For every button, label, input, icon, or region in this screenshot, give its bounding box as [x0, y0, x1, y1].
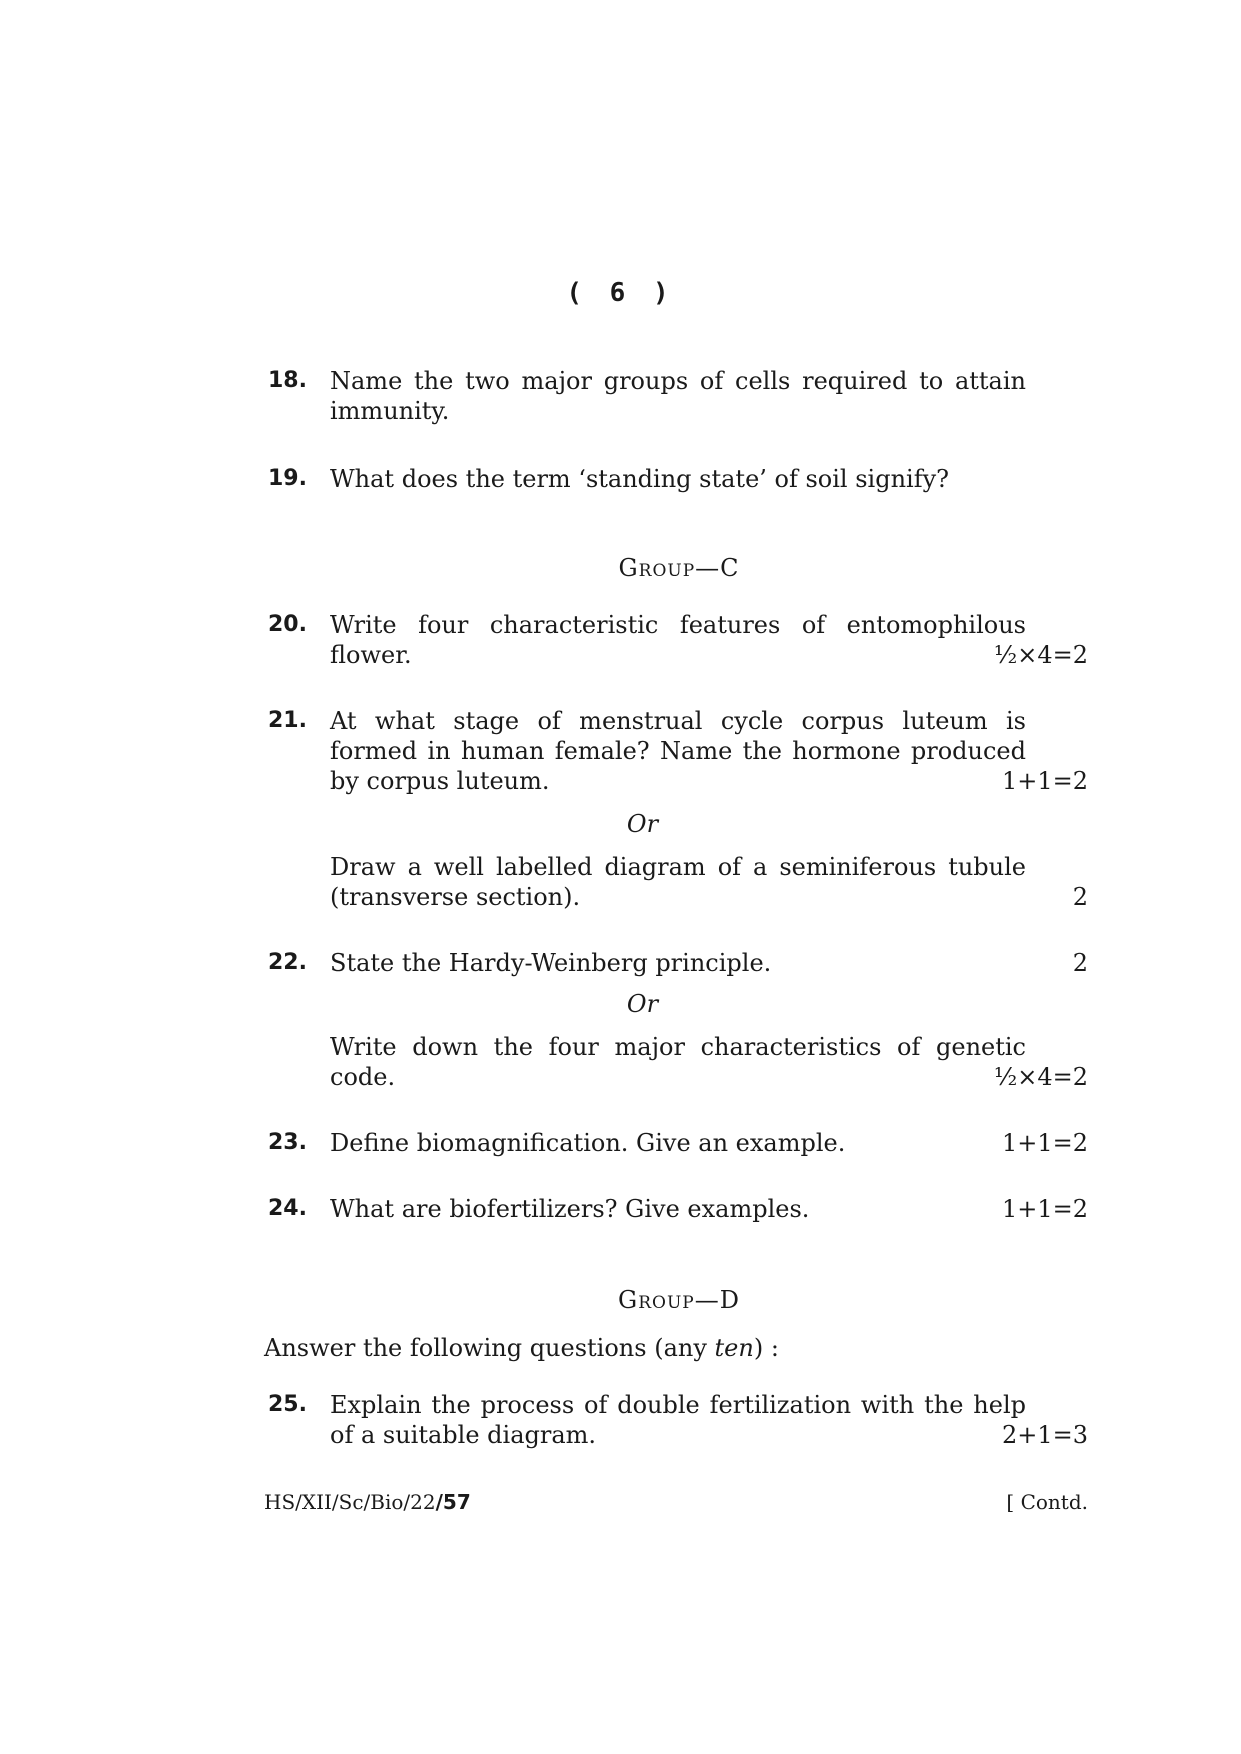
question-marks: 2+1=3 — [1001, 1421, 1088, 1449]
question-number: 21. — [268, 708, 307, 733]
question-number: 23. — [268, 1130, 307, 1155]
question-text: Define biomagnification. Give an example. — [330, 1129, 846, 1157]
question-number: 19. — [268, 466, 307, 491]
question-marks: 1+1=2 — [1001, 1129, 1088, 1157]
question-marks: 2 — [1072, 883, 1088, 911]
continued-label: [ Contd. — [1006, 1490, 1088, 1514]
question-text: What are biofertilizers? Give examples. — [330, 1195, 810, 1223]
question-marks: 2 — [1072, 949, 1088, 977]
paper-code-text: HS/XII/Sc/Bio/22 — [264, 1490, 436, 1514]
question-text: Write down the four major characteristics of genetic code. — [330, 1033, 1026, 1091]
instruction-text-before: Answer the following questions (any — [264, 1334, 715, 1362]
question-text: What does the term ‘standing state’ of soil signify? — [330, 465, 950, 493]
question-number: 24. — [268, 1196, 307, 1221]
group-prefix: Group — [618, 1286, 695, 1314]
question-marks: 1+1=2 — [1001, 1195, 1088, 1223]
question-marks: ½×4=2 — [993, 1063, 1088, 1091]
question-marks: ½×4=2 — [993, 641, 1088, 669]
question-text: Draw a well labelled diagram of a seminiferous tubule (transverse section). — [330, 853, 1026, 911]
paper-code — [264, 1490, 471, 1514]
instruction — [264, 1334, 779, 1362]
question-text: Name the two major groups of cells required to attain immunity. — [330, 367, 1026, 425]
group-letter: —D — [694, 1286, 740, 1314]
question-number: 25. — [268, 1392, 307, 1417]
group-c-heading — [0, 554, 1241, 582]
page-number: ( 6 ) — [566, 278, 675, 308]
instruction-text-after: ) : — [753, 1334, 779, 1362]
question-number: 18. — [268, 368, 307, 393]
paper-code-number: /57 — [435, 1490, 471, 1514]
question-text: State the Hardy-Weinberg principle. — [330, 949, 772, 977]
instruction-emphasis: ten — [714, 1334, 754, 1362]
group-letter: —C — [695, 554, 740, 582]
question-text: At what stage of menstrual cycle corpus luteum is formed in human female? Name the hormone produced by corpus luteum. — [330, 707, 1026, 795]
group-d-heading — [0, 1286, 1241, 1314]
question-marks: 1+1=2 — [1001, 767, 1088, 795]
question-text: Write four characteristic features of entomophilous flower. — [330, 611, 1026, 669]
or-separator: Or — [626, 990, 659, 1018]
group-prefix: Group — [618, 554, 696, 582]
question-text: Explain the process of double fertilization with the help of a suitable diagram. — [330, 1391, 1026, 1449]
question-number: 22. — [268, 950, 307, 975]
question-number: 20. — [268, 612, 307, 637]
or-separator: Or — [626, 810, 659, 838]
